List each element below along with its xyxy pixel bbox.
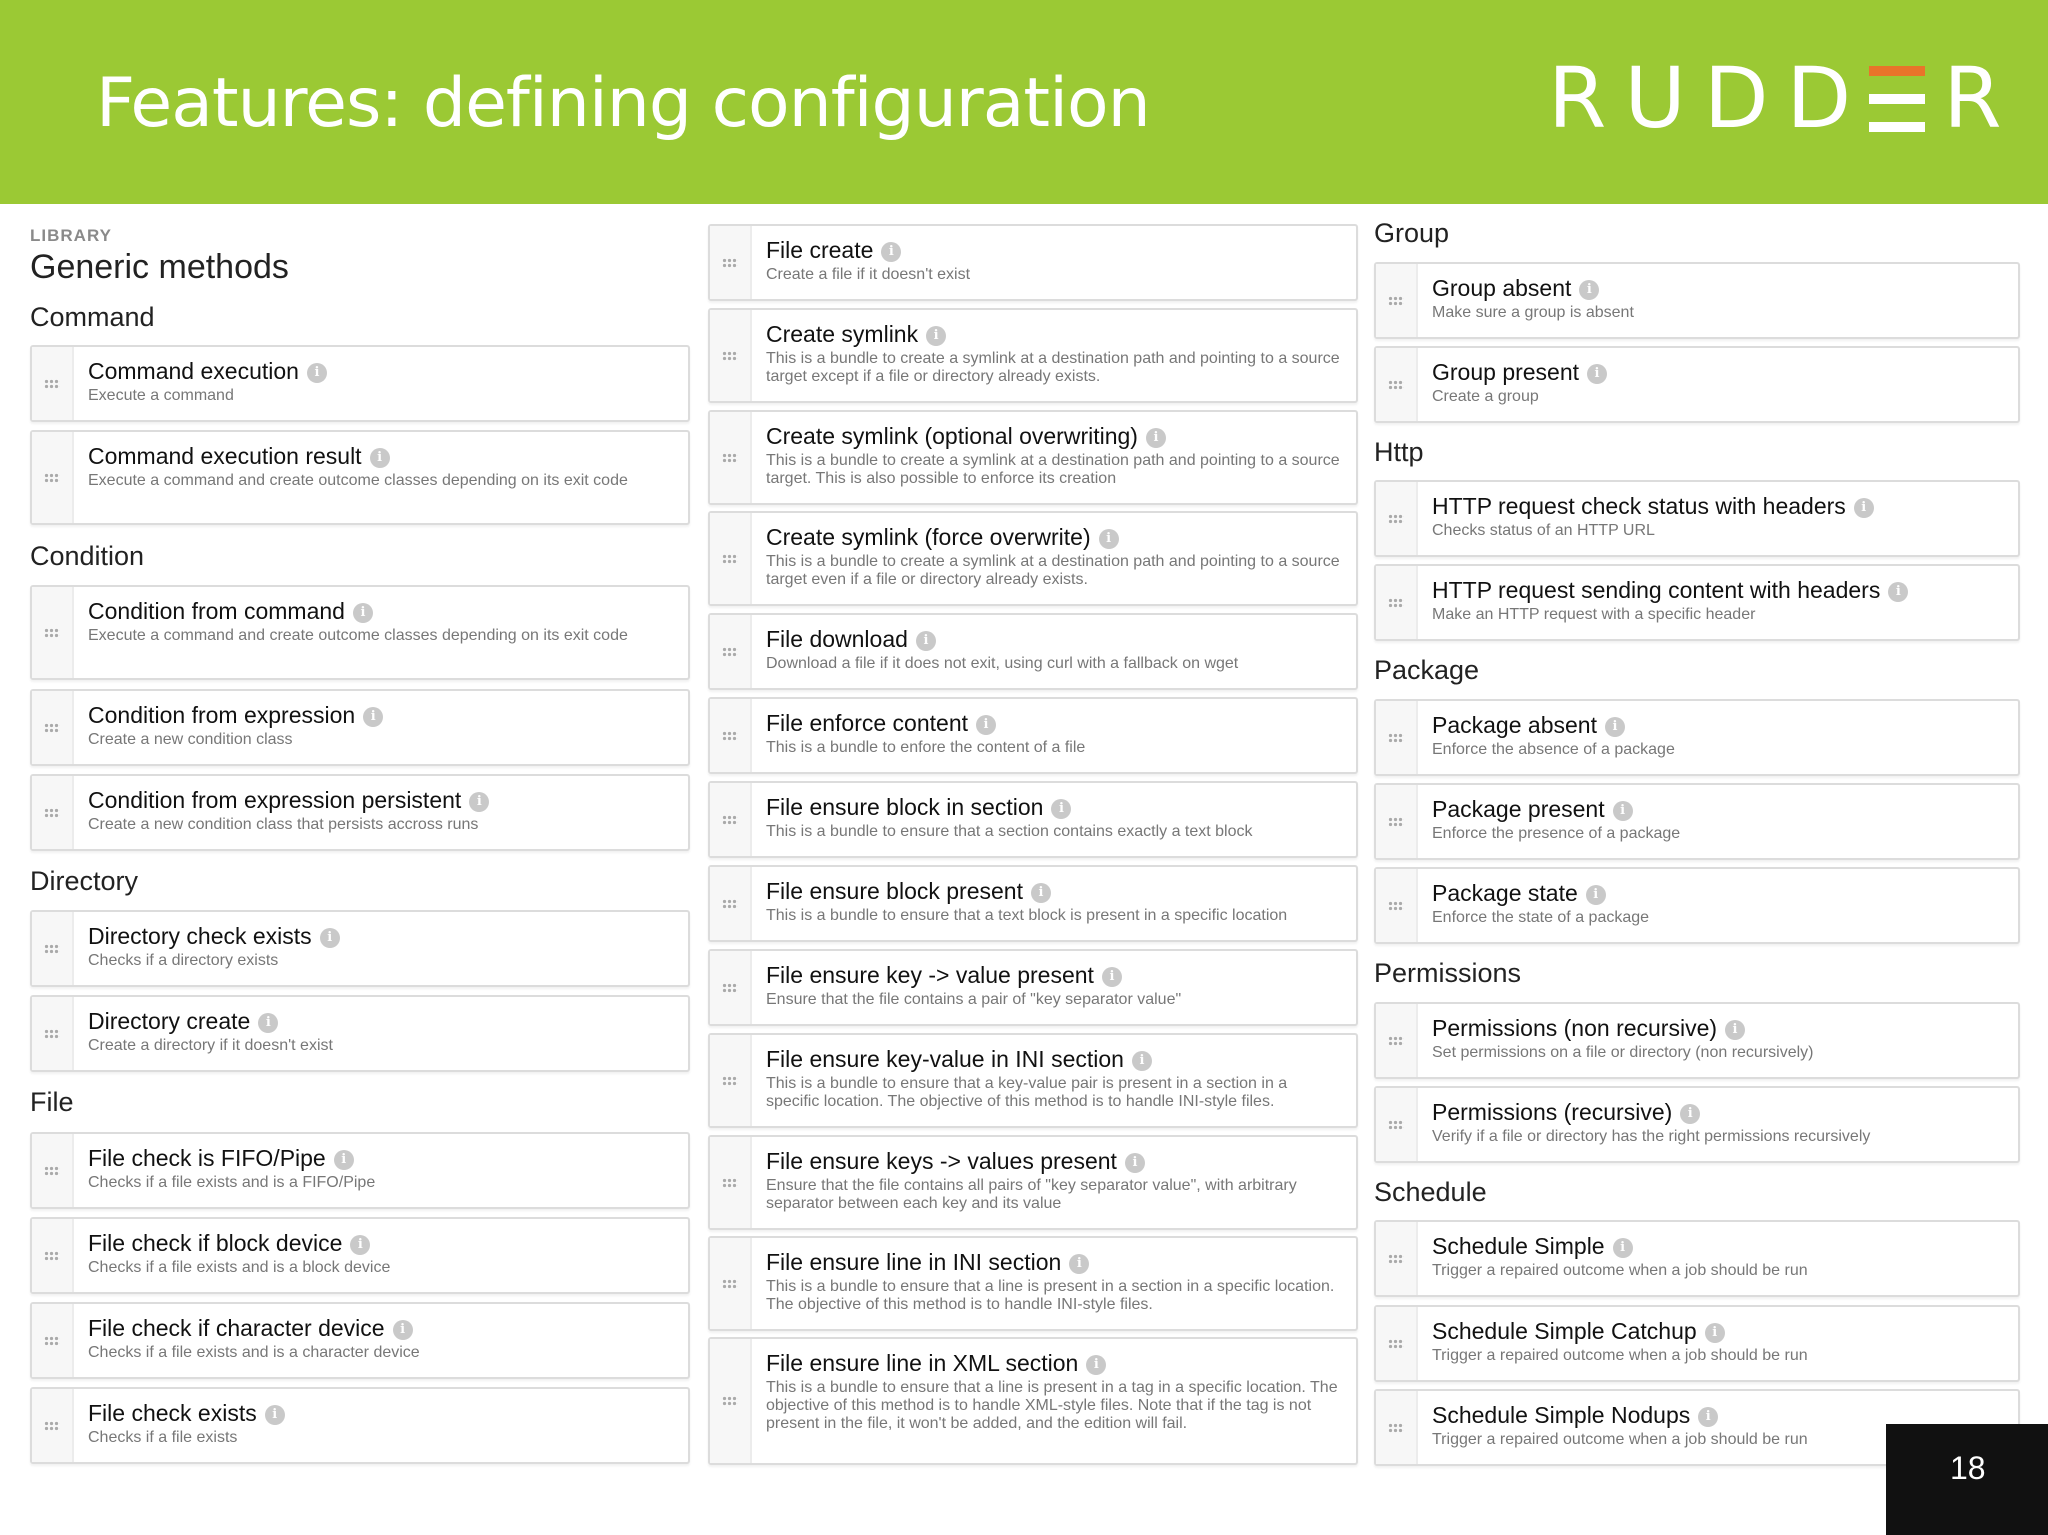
method-description: This is a bundle to ensure that a line is present in a tag in a specific location. The objective of this method is to handle XML-style files. Note that if the tag is not present in the file, it won't be added, and the edition will fail. — [766, 1379, 1338, 1432]
method-name: File check is FIFO/Pipe — [88, 1145, 326, 1171]
drag-handle[interactable] — [1376, 482, 1418, 555]
method-name: Schedule Simple Catchup — [1432, 1318, 1697, 1344]
section-http: Http — [1374, 437, 1424, 467]
method-name: File ensure block present — [766, 878, 1023, 904]
drag-handle[interactable] — [710, 513, 752, 604]
method-name: Package present — [1432, 796, 1605, 822]
drag-handle[interactable] — [710, 951, 752, 1024]
info-icon[interactable]: i — [1613, 1238, 1633, 1258]
drag-handle[interactable] — [1376, 1004, 1418, 1077]
drag-handle-icon — [722, 731, 738, 741]
drag-handle-icon — [1388, 1036, 1404, 1046]
method-card-package-present[interactable] — [1374, 783, 2020, 860]
method-description: This is a bundle to create a symlink at a destination path and pointing to a source target except if a file or directory already exists. — [766, 350, 1340, 385]
info-icon[interactable]: i — [363, 707, 383, 727]
info-icon[interactable]: i — [926, 326, 946, 346]
drag-handle-icon — [1388, 598, 1404, 608]
method-card-group-present[interactable] — [1374, 346, 2020, 423]
info-icon[interactable]: i — [393, 1320, 413, 1340]
info-icon[interactable]: i — [334, 1150, 354, 1170]
method-description: This is a bundle to ensure that a line is present in a section in a specific location. The objective of this method is to handle INI-style files. — [766, 1278, 1335, 1313]
method-card-file-check-fifo[interactable] — [30, 1132, 690, 1209]
drag-handle-icon — [44, 808, 60, 818]
method-card-http-check-status[interactable] — [1374, 480, 2020, 557]
drag-handle-icon — [722, 983, 738, 993]
drag-handle-icon — [44, 1251, 60, 1261]
drag-handle[interactable] — [32, 1304, 74, 1377]
method-name: File ensure key -> value present — [766, 962, 1094, 988]
section-schedule: Schedule — [1374, 1177, 1487, 1207]
method-description: Create a new condition class — [88, 731, 293, 748]
slide-title: Features: defining configuration — [96, 64, 1150, 143]
method-name: File check if block device — [88, 1230, 343, 1256]
method-card-file-ensure-key-value-ini[interactable] — [708, 1033, 1358, 1128]
info-icon[interactable]: i — [1725, 1020, 1745, 1040]
drag-handle-icon — [722, 899, 738, 909]
method-description: Make sure a group is absent — [1432, 304, 1634, 321]
method-name: File check exists — [88, 1400, 257, 1426]
method-card-file-download[interactable] — [708, 613, 1358, 690]
method-description: Trigger a repaired outcome when a job should be run — [1432, 1347, 1808, 1364]
info-icon[interactable]: i — [1099, 529, 1119, 549]
method-description: Set permissions on a file or directory (non recursively) — [1432, 1044, 1814, 1061]
drag-handle[interactable] — [32, 587, 74, 678]
method-card-file-ensure-line-xml[interactable] — [708, 1337, 1358, 1465]
drag-handle-icon — [722, 351, 738, 361]
drag-handle-icon — [1388, 1423, 1404, 1433]
method-description: This is a bundle to ensure that a key-value pair is present in a section in a specific location. The objective of this method is to handle INI-style files. — [766, 1075, 1288, 1110]
method-description: Execute a command and create outcome classes depending on its exit code — [88, 472, 628, 489]
drag-handle-icon — [1388, 1120, 1404, 1130]
method-description: This is a bundle to create a symlink at a destination path and pointing to a source target even if a file or directory already exists. — [766, 553, 1340, 588]
method-description: Enforce the state of a package — [1432, 909, 1650, 926]
method-description: Create a group — [1432, 388, 1539, 405]
method-name: Group present — [1432, 359, 1580, 385]
library-title: Generic methods — [30, 248, 289, 286]
drag-handle-icon — [44, 1166, 60, 1176]
drag-handle[interactable] — [32, 1219, 74, 1292]
drag-handle-icon — [1388, 733, 1404, 743]
method-description: Verify if a file or directory has the right permissions recursively — [1432, 1128, 1871, 1145]
method-card-schedule-simple[interactable] — [1374, 1220, 2020, 1297]
method-name: File ensure line in XML section — [766, 1350, 1079, 1376]
method-description: Create a file if it doesn't exist — [766, 266, 971, 283]
drag-handle-icon — [44, 1029, 60, 1039]
method-card-permissions-non-recursive[interactable] — [1374, 1002, 2020, 1079]
method-description: Execute a command — [88, 387, 234, 404]
drag-handle[interactable] — [1376, 566, 1418, 639]
drag-handle[interactable] — [32, 997, 74, 1070]
info-icon[interactable]: i — [469, 792, 489, 812]
drag-handle-icon — [722, 1178, 738, 1188]
method-card-package-absent[interactable] — [1374, 699, 2020, 776]
method-card-http-sending-content[interactable] — [1374, 564, 2020, 641]
method-name: Permissions (non recursive) — [1432, 1015, 1718, 1041]
rudder-logo: RUDD R — [1548, 49, 2020, 147]
method-name: HTTP request sending content with headers — [1432, 577, 1881, 603]
method-description: Make an HTTP request with a specific header — [1432, 606, 1756, 623]
drag-handle[interactable] — [710, 226, 752, 299]
info-icon[interactable]: i — [320, 928, 340, 948]
drag-handle[interactable] — [710, 615, 752, 688]
info-icon[interactable]: i — [1854, 498, 1874, 518]
drag-handle-icon — [44, 473, 60, 483]
drag-handle-icon — [722, 453, 738, 463]
drag-handle[interactable] — [1376, 1222, 1418, 1295]
method-card-create-symlink-optional[interactable] — [708, 410, 1358, 505]
method-name: File ensure keys -> values present — [766, 1148, 1117, 1174]
info-icon[interactable]: i — [1051, 799, 1071, 819]
method-card-permissions-recursive[interactable] — [1374, 1086, 2020, 1163]
info-icon[interactable]: i — [976, 715, 996, 735]
drag-handle[interactable] — [710, 867, 752, 940]
method-name: File ensure line in INI section — [766, 1249, 1062, 1275]
info-icon[interactable]: i — [258, 1013, 278, 1033]
method-name: File download — [766, 626, 908, 652]
method-card-condition-from-expression[interactable] — [30, 689, 690, 766]
info-icon[interactable]: i — [1613, 801, 1633, 821]
drag-handle-icon — [44, 944, 60, 954]
method-name: Group absent — [1432, 275, 1572, 301]
drag-handle-icon — [722, 258, 738, 268]
info-icon[interactable]: i — [1587, 364, 1607, 384]
section-directory: Directory — [30, 866, 139, 896]
drag-handle[interactable] — [710, 1137, 752, 1228]
drag-handle[interactable] — [710, 310, 752, 401]
method-name: Command execution — [88, 358, 299, 384]
drag-handle-icon — [722, 1076, 738, 1086]
method-name: File ensure block in section — [766, 794, 1044, 820]
method-card-file-create[interactable] — [708, 224, 1358, 301]
method-name: Permissions (recursive) — [1432, 1099, 1673, 1125]
method-name: Condition from expression persistent — [88, 787, 462, 813]
method-description: Enforce the presence of a package — [1432, 825, 1681, 842]
method-card-file-ensure-block-section[interactable] — [708, 781, 1358, 858]
method-name: Package state — [1432, 880, 1578, 906]
info-icon[interactable]: i — [1146, 428, 1166, 448]
drag-handle-icon — [722, 1396, 738, 1406]
drag-handle-icon — [1388, 901, 1404, 911]
method-card-package-state[interactable] — [1374, 867, 2020, 944]
method-description: Execute a command and create outcome classes depending on its exit code — [88, 627, 628, 644]
drag-handle[interactable] — [1376, 869, 1418, 942]
method-card-create-symlink[interactable] — [708, 308, 1358, 403]
drag-handle-icon — [44, 379, 60, 389]
info-icon[interactable]: i — [1586, 885, 1606, 905]
method-name: HTTP request check status with headers — [1432, 493, 1846, 519]
drag-handle[interactable] — [32, 691, 74, 764]
info-icon[interactable]: i — [350, 1235, 370, 1255]
info-icon[interactable]: i — [1102, 967, 1122, 987]
info-icon[interactable]: i — [370, 448, 390, 468]
method-card-file-ensure-block-present[interactable] — [708, 865, 1358, 942]
method-card-file-enforce-content[interactable] — [708, 697, 1358, 774]
method-description: Ensure that the file contains a pair of "key separator value" — [766, 991, 1182, 1008]
drag-handle[interactable] — [32, 347, 74, 420]
method-name: File create — [766, 237, 874, 263]
method-name: Condition from expression — [88, 702, 356, 728]
drag-handle-icon — [44, 723, 60, 733]
drag-handle[interactable] — [1376, 1307, 1418, 1380]
info-icon[interactable]: i — [307, 363, 327, 383]
method-name: Directory check exists — [88, 923, 312, 949]
method-name: Command execution result — [88, 443, 362, 469]
info-icon[interactable]: i — [1086, 1355, 1106, 1375]
method-description: Download a file if it does not exit, using curl with a fallback on wget — [766, 655, 1239, 672]
page-number: 18 — [1950, 1450, 1986, 1486]
drag-handle-icon — [44, 628, 60, 638]
info-icon[interactable]: i — [1605, 717, 1625, 737]
drag-handle-icon — [1388, 817, 1404, 827]
drag-handle[interactable] — [1376, 701, 1418, 774]
drag-handle-icon — [1388, 1339, 1404, 1349]
method-name: Schedule Simple — [1432, 1233, 1605, 1259]
info-icon[interactable]: i — [353, 603, 373, 623]
info-icon[interactable]: i — [1031, 883, 1051, 903]
method-description: Create a new condition class that persists accross runs — [88, 816, 479, 833]
method-name: File check if character device — [88, 1315, 385, 1341]
method-name: File enforce content — [766, 710, 969, 736]
method-card-file-ensure-line-ini[interactable] — [708, 1236, 1358, 1331]
drag-handle-icon — [44, 1421, 60, 1431]
method-card-file-ensure-key-value[interactable] — [708, 949, 1358, 1026]
drag-handle-icon — [722, 1279, 738, 1289]
drag-handle-icon — [44, 1336, 60, 1346]
method-card-directory-create[interactable] — [30, 995, 690, 1072]
info-icon[interactable]: i — [916, 631, 936, 651]
method-description: Ensure that the file contains all pairs of "key separator value", with arbitrary separator between each key and its value — [766, 1177, 1297, 1212]
drag-handle[interactable] — [710, 1339, 752, 1463]
drag-handle[interactable] — [710, 1035, 752, 1126]
drag-handle[interactable] — [710, 1238, 752, 1329]
drag-handle[interactable] — [710, 412, 752, 503]
section-group: Group — [1374, 218, 1450, 248]
method-description: This is a bundle to ensure that a text block is present in a specific location — [766, 907, 1288, 924]
info-icon[interactable]: i — [1698, 1407, 1718, 1427]
info-icon[interactable]: i — [1705, 1323, 1725, 1343]
drag-handle-icon — [1388, 296, 1404, 306]
drag-handle-icon — [1388, 514, 1404, 524]
method-description: Checks status of an HTTP URL — [1432, 522, 1655, 539]
info-icon[interactable]: i — [1069, 1254, 1089, 1274]
method-description: This is a bundle to ensure that a section contains exactly a text block — [766, 823, 1253, 840]
drag-handle[interactable] — [1376, 785, 1418, 858]
method-description: Checks if a directory exists — [88, 952, 279, 969]
method-card-create-symlink-force[interactable] — [708, 511, 1358, 606]
drag-handle-icon — [722, 647, 738, 657]
drag-handle-icon — [1388, 1254, 1404, 1264]
method-description: Trigger a repaired outcome when a job should be run — [1432, 1262, 1808, 1279]
drag-handle[interactable] — [32, 1389, 74, 1462]
method-card-condition-from-command[interactable] — [30, 585, 690, 680]
drag-handle[interactable] — [1376, 348, 1418, 421]
drag-handle[interactable] — [32, 1134, 74, 1207]
method-name: Package absent — [1432, 712, 1597, 738]
method-card-file-check-exists[interactable] — [30, 1387, 690, 1464]
drag-handle-icon — [722, 815, 738, 825]
method-card-command-execution[interactable] — [30, 345, 690, 422]
section-package: Package — [1374, 655, 1480, 685]
method-name: Schedule Simple Nodups — [1432, 1402, 1691, 1428]
method-name: Create symlink (force overwrite) — [766, 524, 1091, 550]
section-file: File — [30, 1087, 74, 1117]
method-card-command-execution-result[interactable] — [30, 430, 690, 525]
method-card-file-check-block-device[interactable] — [30, 1217, 690, 1294]
info-icon[interactable]: i — [1132, 1051, 1152, 1071]
drag-handle[interactable] — [32, 432, 74, 523]
info-icon[interactable]: i — [881, 242, 901, 262]
drag-handle-icon — [1388, 380, 1404, 390]
method-description: Checks if a file exists — [88, 1429, 238, 1446]
drag-handle[interactable] — [32, 912, 74, 985]
info-icon[interactable]: i — [1680, 1104, 1700, 1124]
method-card-directory-check-exists[interactable] — [30, 910, 690, 987]
method-name: Create symlink — [766, 321, 919, 347]
info-icon[interactable]: i — [1579, 280, 1599, 300]
section-permissions: Permissions — [1374, 958, 1522, 988]
method-name: File ensure key-value in INI section — [766, 1046, 1124, 1072]
drag-handle[interactable] — [32, 776, 74, 849]
drag-handle[interactable] — [1376, 1088, 1418, 1161]
method-card-condition-from-expression-persistent[interactable] — [30, 774, 690, 851]
method-card-file-check-character-device[interactable] — [30, 1302, 690, 1379]
info-icon[interactable]: i — [1888, 582, 1908, 602]
method-description: Trigger a repaired outcome when a job should be run — [1432, 1431, 1808, 1448]
method-description: This is a bundle to enfore the content of a file — [766, 739, 1086, 756]
library-label: LIBRARY — [30, 226, 112, 245]
method-description: Checks if a file exists and is a FIFO/Pipe — [88, 1174, 376, 1191]
method-card-group-absent[interactable] — [1374, 262, 2020, 339]
info-icon[interactable]: i — [1125, 1153, 1145, 1173]
method-description: Create a directory if it doesn't exist — [88, 1037, 333, 1054]
method-card-schedule-simple-catchup[interactable] — [1374, 1305, 2020, 1382]
method-description: Checks if a file exists and is a character device — [88, 1344, 420, 1361]
drag-handle[interactable] — [710, 783, 752, 856]
drag-handle[interactable] — [1376, 264, 1418, 337]
method-name: Create symlink (optional overwriting) — [766, 423, 1138, 449]
drag-handle[interactable] — [710, 699, 752, 772]
drag-handle[interactable] — [1376, 1391, 1418, 1464]
method-description: Enforce the absence of a package — [1432, 741, 1675, 758]
section-condition: Condition — [30, 541, 145, 571]
method-name: Directory create — [88, 1008, 251, 1034]
drag-handle-icon — [722, 554, 738, 564]
method-description: Checks if a file exists and is a block device — [88, 1259, 391, 1276]
logo-e-mark-icon — [1869, 66, 1925, 132]
info-icon[interactable]: i — [265, 1405, 285, 1425]
method-name: Condition from command — [88, 598, 345, 624]
section-command: Command — [30, 302, 155, 332]
page-number-box — [1886, 1424, 2048, 1535]
method-description: This is a bundle to create a symlink at a destination path and pointing to a source target. This is also possible to enforce its creation — [766, 452, 1340, 487]
method-card-file-ensure-keys-values[interactable] — [708, 1135, 1358, 1230]
